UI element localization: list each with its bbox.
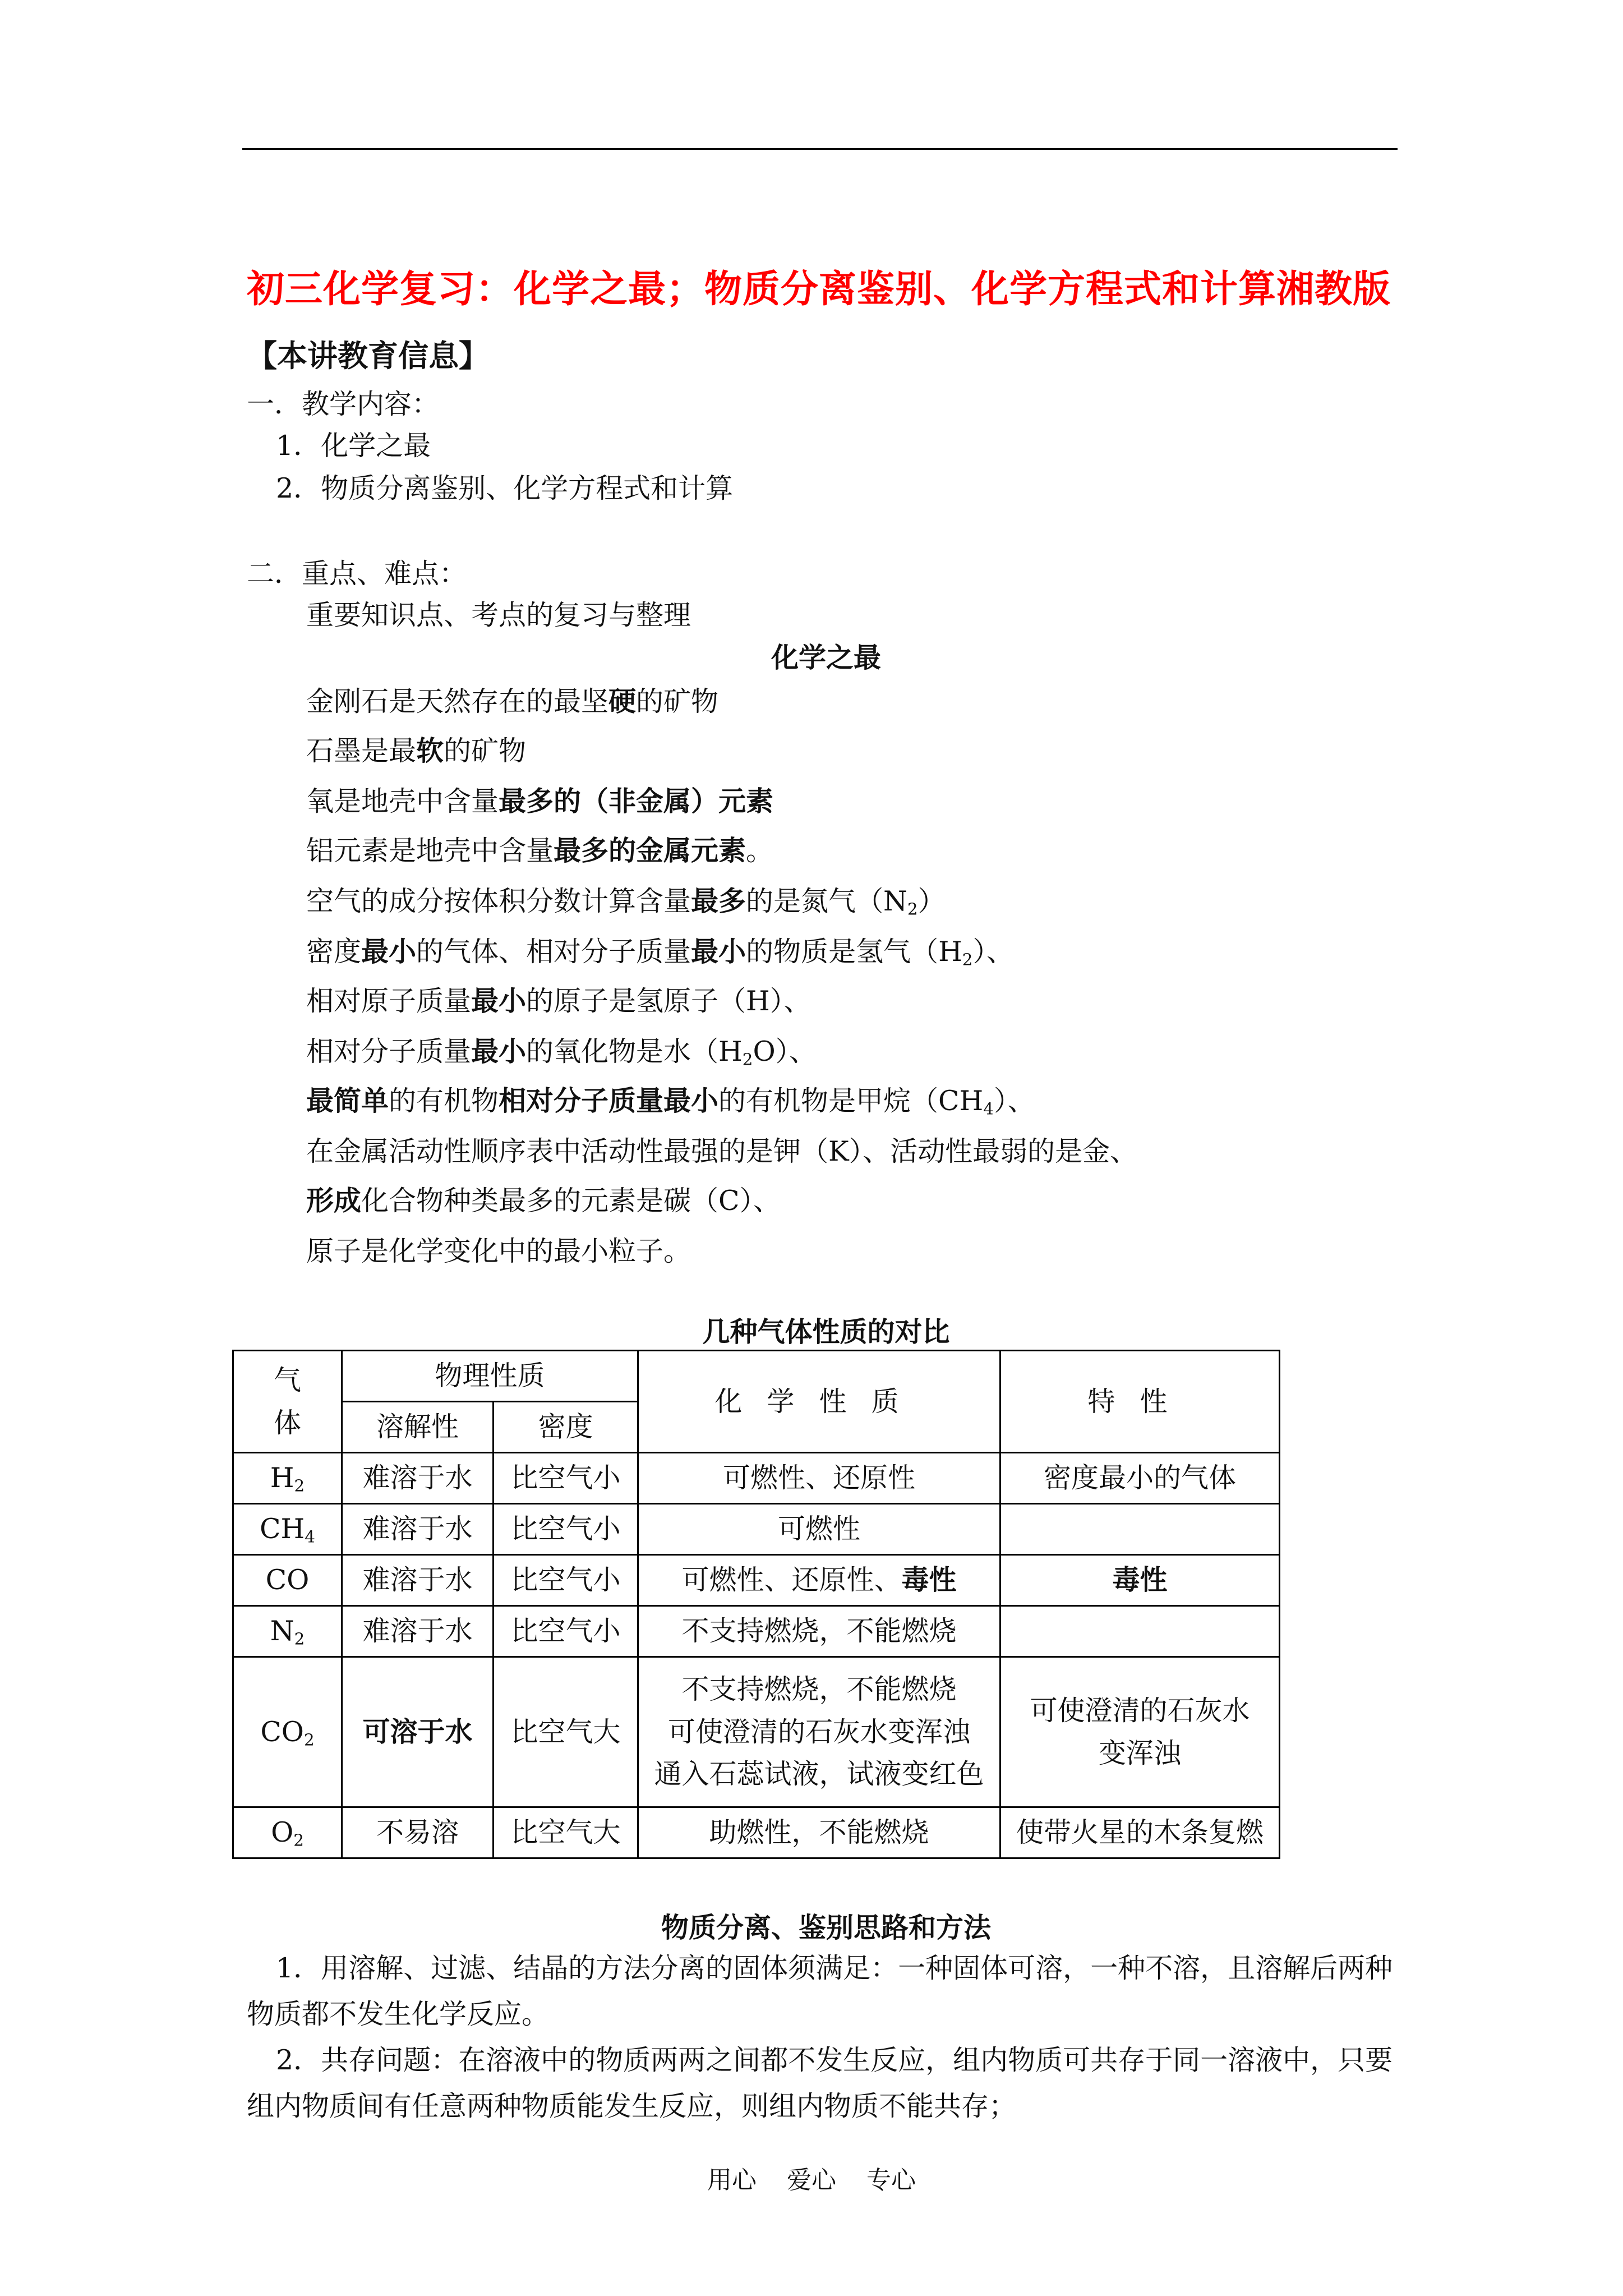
teaching-heading: 一．教学内容： <box>247 388 440 420</box>
special-cell: 使带火星的木条复燃 <box>1000 1807 1280 1858</box>
header-special: 特性 <box>1000 1351 1280 1453</box>
gas-cell: $H_2$ <box>233 1453 342 1504</box>
chem-most-line-7: 相对原子质量最小的原子是氢原子（H）、 <box>306 984 811 1017</box>
special-cell <box>1000 1504 1280 1555</box>
table-row <box>233 1504 1280 1555</box>
density-cell: 比空气小 <box>494 1504 638 1555</box>
solubility-cell: 可溶于水 <box>342 1657 494 1807</box>
solubility-cell: 难溶于水 <box>342 1606 494 1657</box>
table-row <box>233 1555 1280 1606</box>
section-heading: 【本讲教育信息】 <box>247 338 489 374</box>
gas-cell: $O_2$ <box>233 1807 342 1858</box>
key-text: 重要知识点、考点的复习与整理 <box>306 599 691 631</box>
density-cell: 比空气小 <box>494 1453 638 1504</box>
table-header-row-1 <box>233 1351 1280 1402</box>
gas-comparison-table <box>232 1350 1280 1859</box>
chemical-cell: 可燃性、还原性 <box>638 1453 1000 1504</box>
separation-paragraph-2: 2．共存问题：在溶液中的物质两两之间都不发生反应，组内物质可共存于同一溶液中，只要组内物质间有任意两种物质能发生反应，则组内物质不能共存； <box>247 2044 1393 2122</box>
chemical-cell: 不支持燃烧，不能燃烧 <box>638 1606 1000 1657</box>
chem-most-line-8: 相对分子质量最小的氧化物是水$(H_2O)$、 <box>306 1035 817 1069</box>
density-cell: 比空气大 <box>494 1807 638 1858</box>
header-solubility: 溶解性 <box>342 1402 494 1453</box>
chem-most-line-4: 铝元素是地壳中含量最多的金属元素。 <box>306 834 774 867</box>
special-cell: 毒性 <box>1000 1555 1280 1606</box>
solubility-cell: 难溶于水 <box>342 1453 494 1504</box>
table-row <box>233 1657 1280 1807</box>
gas-cell: $CH_4$ <box>233 1504 342 1555</box>
page-footer: 用心 爱心 专心 <box>707 2166 916 2194</box>
header-physical: 物理性质 <box>342 1351 638 1402</box>
chem-most-line-1: 金刚石是天然存在的最坚硬的矿物 <box>306 685 719 717</box>
solubility-cell: 不易溶 <box>342 1807 494 1858</box>
chem-most-heading: 化学之最 <box>771 641 881 674</box>
chemical-cell: 可燃性 <box>638 1504 1000 1555</box>
gas-cell: $CO_2$ <box>233 1657 342 1807</box>
key-heading: 二．重点、难点： <box>247 558 467 590</box>
special-cell: 密度最小的气体 <box>1000 1453 1280 1504</box>
chem-most-line-2: 石墨是最软的矿物 <box>306 734 527 767</box>
table-row <box>233 1606 1280 1657</box>
chem-most-line-5: 空气的成分按体积分数计算含量最多的是氮气$(N_2)$ <box>306 885 946 919</box>
separation-heading: 物质分离、鉴别思路和方法 <box>661 1911 991 1944</box>
solubility-cell: 难溶于水 <box>342 1555 494 1606</box>
chemical-cell: 可燃性、还原性、毒性 <box>638 1555 1000 1606</box>
header-rule <box>242 148 1398 150</box>
chem-most-line-11: 形成化合物种类最多的元素是碳（C）、 <box>306 1184 781 1217</box>
chem-most-line-6: 密度最小的气体、相对分子质量最小的物质是氢气$(H_2)$、 <box>306 935 1015 969</box>
chem-most-line-9: 最简单的有机物相对分子质量最小的有机物是甲烷$(CH_4)$、 <box>306 1084 1035 1119</box>
special-cell: 可使澄清的石灰水 变浑浊 <box>1000 1657 1280 1807</box>
chem-most-line-3: 氧是地壳中含量最多的（非金属）元素 <box>306 785 774 817</box>
density-cell: 比空气小 <box>494 1555 638 1606</box>
chem-most-line-12: 原子是化学变化中的最小粒子。 <box>306 1235 691 1267</box>
special-cell <box>1000 1606 1280 1657</box>
separation-paragraph-1: 1．用溶解、过滤、结晶的方法分离的固体须满足：一种固体可溶，一种不溶，且溶解后两种物质都不发生化学反应。 <box>247 1952 1393 2030</box>
table-row <box>233 1453 1280 1504</box>
gas-table-caption: 几种气体性质的对比 <box>702 1315 950 1348</box>
teaching-item-1: 1．化学之最 <box>276 430 431 462</box>
teaching-item-2: 2．物质分离鉴别、化学方程式和计算 <box>276 472 734 504</box>
density-cell: 比空气小 <box>494 1606 638 1657</box>
header-gas: 气 体 <box>233 1351 342 1453</box>
chemical-cell: 助燃性，不能燃烧 <box>638 1807 1000 1858</box>
density-cell: 比空气大 <box>494 1657 638 1807</box>
chem-most-line-10: 在金属活动性顺序表中活动性最强的是钾（K）、活动性最弱的是金、 <box>306 1135 1138 1167</box>
gas-cell: CO <box>233 1555 342 1606</box>
table-row <box>233 1807 1280 1858</box>
document-title: 初三化学复习：化学之最；物质分离鉴别、化学方程式和计算湘教版 <box>247 266 1391 311</box>
chemical-cell: 不支持燃烧，不能燃烧 可使澄清的石灰水变浑浊 通入石蕊试液，试液变红色 <box>638 1657 1000 1807</box>
gas-cell: $N_2$ <box>233 1606 342 1657</box>
solubility-cell: 难溶于水 <box>342 1504 494 1555</box>
header-chemical: 化学性质 <box>638 1351 1000 1453</box>
header-density: 密度 <box>494 1402 638 1453</box>
